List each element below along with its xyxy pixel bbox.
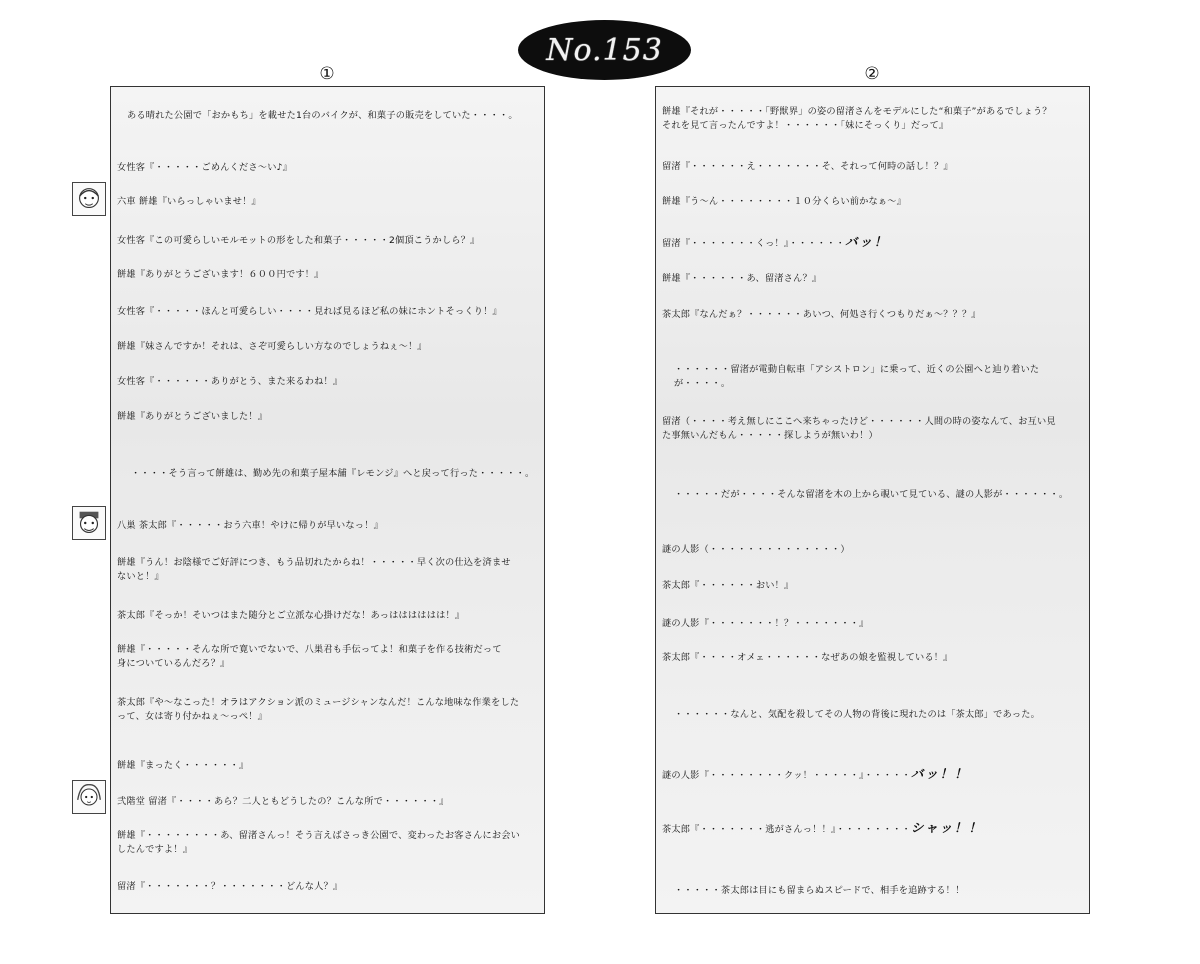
dialogue-line <box>662 195 1083 209</box>
dialogue-text: 女性客『・・・・・・ありがとう、また来るわね！』 <box>117 376 343 387</box>
dialogue-text: 茶太郎『・・・・・・・逃がさんっ！！』・・・・・・・・ <box>662 824 911 835</box>
dialogue-line <box>662 617 1083 631</box>
dialogue-line <box>117 519 538 533</box>
dialogue-text: 餅雄『それが・・・・・「野獣界」の姿の留渚さんをモデルにした“和菓子”があるでしょう？ <box>662 106 1052 117</box>
dialogue-text: 茶太郎『・・・・・・おい！』 <box>662 580 794 591</box>
dialogue-text: 留渚『・・・・・・え・・・・・・・そ、それって何時の話し！？』 <box>662 161 953 172</box>
dialogue-text: 女性客『・・・・・ほんと可愛らしい・・・・見れば見るほど私の妹にホントそっくり！』 <box>117 306 502 317</box>
dialogue-line <box>117 195 538 209</box>
dialogue-line <box>117 696 538 724</box>
dialogue-line <box>662 543 1083 557</box>
dialogue-line <box>117 340 538 354</box>
dialogue-text: ・・・・そう言って餅雄は、勤め先の和菓子屋本舗『レモンジ』へと戻って行った・・・・・。 <box>131 468 535 479</box>
dialogue-line <box>117 375 538 389</box>
dialogue-text: 謎の人影『・・・・・・・・クッ！・・・・・』・・・・・ <box>662 770 911 781</box>
dialogue-text: 弐階堂 留渚『・・・・あら？二人ともどうしたの？こんな所で・・・・・・』 <box>117 796 449 807</box>
dialogue-continuation: 身についているんだろ？』 <box>117 658 230 669</box>
dialogue-line <box>662 488 1083 502</box>
dialogue-text: 餅雄『・・・・・そんな所で寛いでないで、八巣君も手伝ってよ！和菓子を作る技術だって <box>117 644 502 655</box>
dialogue-line <box>117 556 538 584</box>
dialogue-continuation: って、女は寄り付かねぇ〜っぺ！』 <box>117 711 268 722</box>
dialogue-text: ある晴れた公園で「おかもち」を載せた1台のバイクが、和菓子の販売をしていた・・・・。 <box>127 110 518 121</box>
dialogue-continuation: た事無いんだもん・・・・・探しようが無いわ！） <box>662 430 878 441</box>
dialogue-line <box>117 305 538 319</box>
dialogue-text: ・・・・・だが・・・・そんな留渚を木の上から覗いて見ている、謎の人影が・・・・・・。 <box>674 489 1069 500</box>
dialogue-continuation: それを見て言ったんですよ！・・・・・・「妹にそっくり」だって』 <box>662 120 949 131</box>
episode-number: No.153 <box>546 32 663 68</box>
dialogue-text: 茶太郎『や〜なこった！オラはアクション派のミュージシャンなんだ！こんな地味な作業をした <box>117 697 520 708</box>
sound-effect-text: バッ！ <box>844 234 889 249</box>
dialogue-line <box>117 268 538 282</box>
dialogue-text: 餅雄『妹さんですか！それは、さぞ可愛らしい方なのでしょうねぇ〜！』 <box>117 341 427 352</box>
right-script-panel <box>655 86 1090 914</box>
dialogue-text: ・・・・・・留渚が電動自転車「アシストロン」に乗って、近くの公園へと辿り着いたが・・・・。 <box>674 364 1040 389</box>
dialogue-line <box>662 235 1083 251</box>
dialogue-text: 茶太郎『そっか！そいつはまた随分とご立派な心掛けだな！あっはははははは！』 <box>117 610 465 621</box>
dialogue-line <box>662 308 1083 322</box>
dialogue-line <box>117 609 538 623</box>
dialogue-text: 八巣 茶太郎『・・・・・おう六車！やけに帰りが早いなっ！』 <box>117 520 383 531</box>
dialogue-line <box>117 880 538 894</box>
dialogue-line <box>117 759 538 773</box>
chatarou-portrait-icon <box>72 506 106 540</box>
dialogue-text: 餅雄『ありがとうございました！』 <box>117 411 268 422</box>
dialogue-line <box>117 643 538 671</box>
dialogue-text: 女性客『この可愛らしいモルモットの形をした和菓子・・・・・2個頂こうかしら？』 <box>117 235 480 246</box>
dialogue-line <box>117 161 538 175</box>
left-column-number: ① <box>319 64 335 84</box>
dialogue-line <box>662 579 1083 593</box>
dialogue-text: 留渚『・・・・・・・？・・・・・・・どんな人？』 <box>117 881 343 892</box>
episode-badge <box>518 20 691 80</box>
dialogue-line <box>117 795 538 809</box>
dialogue-continuation: ないと！』 <box>117 571 164 582</box>
dialogue-text: 餅雄『ありがとうございます！６００円です！』 <box>117 269 324 280</box>
dialogue-text: 餅雄『うん！お陰様でご好評につき、もう品切れたからね！・・・・・早く次の仕込を済ませ <box>117 557 511 568</box>
dialogue-text: 六車 餅雄『いらっしゃいませ！』 <box>117 196 261 207</box>
dialogue-line <box>662 415 1083 443</box>
dialogue-text: 餅雄『・・・・・・・・あ、留渚さんっ！そう言えばさっき公園で、変わったお客さんにお会い <box>117 830 521 841</box>
dialogue-line <box>662 363 1083 391</box>
dialogue-text: 茶太郎『なんだぁ？・・・・・・あいつ、何処さ行くつもりだぁ〜？？？』 <box>662 309 981 320</box>
dialogue-text: 餅雄『う〜ん・・・・・・・・１０分くらい前かなぁ〜』 <box>662 196 907 207</box>
dialogue-line <box>662 651 1083 665</box>
dialogue-line <box>117 109 538 123</box>
dialogue-text: ・・・・・・なんと、気配を殺してその人物の背後に現れたのは「茶太郎」であった。 <box>674 709 1041 720</box>
dialogue-text: 留渚『・・・・・・・くっ！』・・・・・・ <box>662 238 845 249</box>
dialogue-text: 餅雄『まったく・・・・・・』 <box>117 760 249 771</box>
dialogue-continuation: したんですよ！』 <box>117 844 193 855</box>
dialogue-line <box>662 708 1083 722</box>
runa-portrait-icon <box>72 780 106 814</box>
dialogue-line <box>662 272 1083 286</box>
dialogue-line <box>662 105 1083 133</box>
dialogue-text: 謎の人影（・・・・・・・・・・・・・・） <box>662 544 850 555</box>
dialogue-line <box>117 410 538 424</box>
right-column-number: ② <box>864 64 880 84</box>
left-script-panel <box>110 86 545 914</box>
dialogue-line <box>117 467 538 481</box>
dialogue-line <box>662 821 1083 837</box>
dialogue-text: 留渚（・・・・考え無しにここへ来ちゃったけど・・・・・・人間の時の姿なんて、お互い見 <box>662 416 1056 427</box>
dialogue-line <box>117 234 538 248</box>
sound-effect-text: バッ！！ <box>910 766 969 781</box>
dialogue-line <box>117 829 538 857</box>
mochio-portrait-icon <box>72 182 106 216</box>
dialogue-line <box>662 160 1083 174</box>
dialogue-text: 茶太郎『・・・・オメェ・・・・・・なぜあの娘を監視している！』 <box>662 652 953 663</box>
dialogue-line <box>662 767 1083 783</box>
sound-effect-text: シャッ！！ <box>910 820 984 835</box>
dialogue-line <box>662 884 1083 898</box>
dialogue-text: ・・・・・茶太郎は目にも留まらぬスピードで、相手を追跡する！！ <box>674 885 965 896</box>
dialogue-text: 餅雄『・・・・・・あ、留渚さん？』 <box>662 273 822 284</box>
dialogue-text: 謎の人影『・・・・・・・！？・・・・・・・』 <box>662 618 869 629</box>
dialogue-text: 女性客『・・・・・ごめんくださ〜い♪』 <box>117 162 293 173</box>
